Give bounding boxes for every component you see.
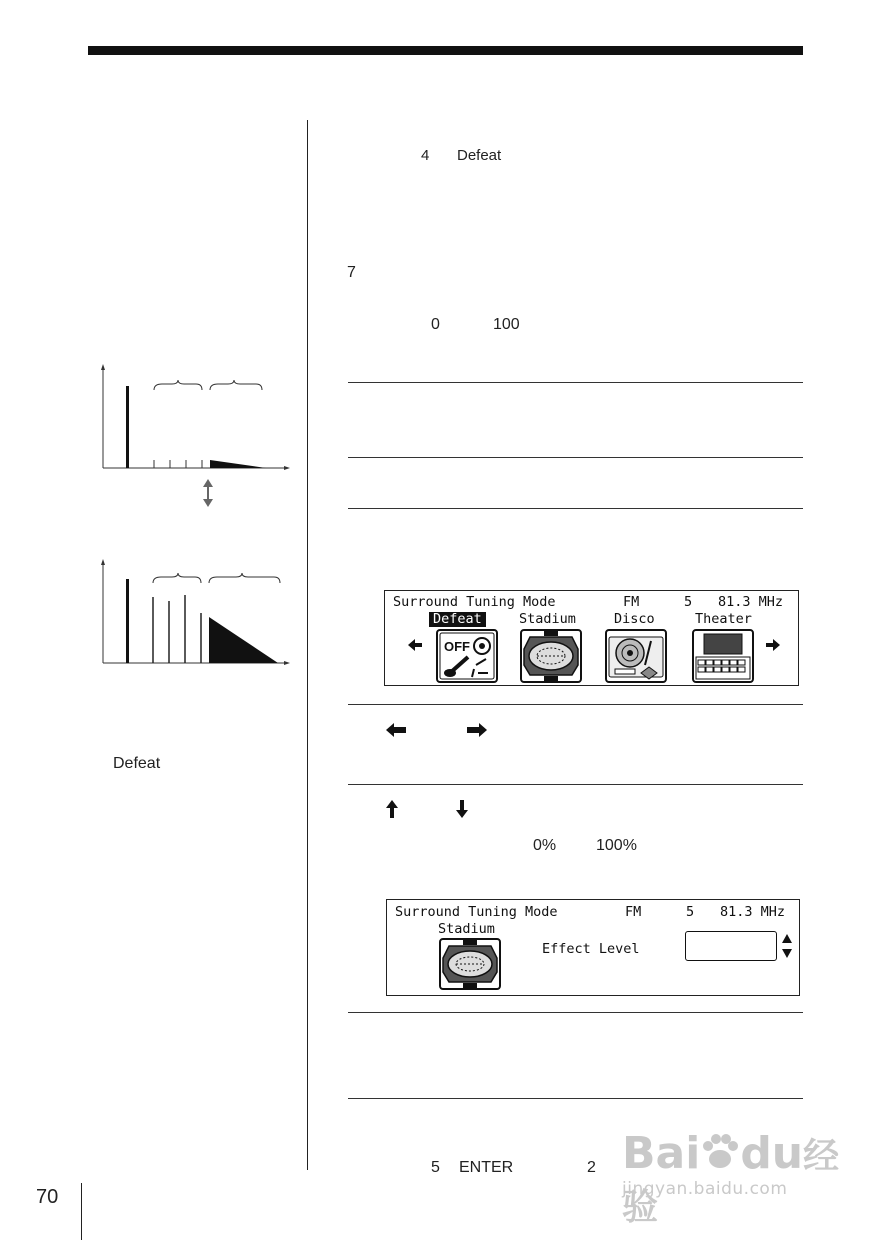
diagram-defeat [101,364,290,470]
screen-title: Surround Tuning Mode [395,904,558,920]
mode-label-stadium: Stadium [438,921,495,937]
table-rule [348,1012,803,1013]
preset-number: 5 [686,904,695,920]
effect-level-field[interactable] [685,931,777,961]
double-arrow-icon [203,479,213,507]
mode-label-defeat[interactable]: Defeat [429,612,486,627]
range-min: 0 [431,316,440,333]
table-rule [348,784,803,785]
stadium-icon [439,938,501,990]
effect-level-label: Effect Level [542,941,640,957]
step4-defeat: Defeat [457,147,502,164]
mode-label-disco[interactable]: Disco [614,611,655,627]
watermark-bai: Bai [622,1128,701,1179]
up-arrow-icon [385,799,399,819]
table-rule [348,704,803,705]
top-rule [88,46,803,55]
table-rule [348,382,803,383]
stadium-icon[interactable] [520,629,582,683]
defeat-off-icon[interactable] [436,629,498,683]
table-rule [348,457,803,458]
svg-text:OFF: OFF [444,639,470,654]
page-number-rule [81,1183,82,1240]
paw-icon [700,1132,740,1172]
lcd-mode-select-screen [384,590,799,686]
theater-icon[interactable] [692,629,754,683]
screen-title: Surround Tuning Mode [393,594,556,610]
table-rule [348,1098,803,1099]
left-arrow-icon[interactable] [407,637,423,653]
final-step-number-2: 2 [587,1159,596,1176]
step4-number: 4 [421,147,430,164]
range-max: 100 [493,316,520,333]
frequency: 81.3 MHz [720,904,786,920]
lcd-effect-level-screen [386,899,800,996]
frequency: 81.3 MHz [718,594,784,610]
percent-max: 100% [596,837,637,854]
band-label: FM [623,594,640,610]
right-arrow-icon[interactable] [765,637,781,653]
band-label: FM [625,904,642,920]
reverb-diagrams [96,360,296,680]
page-number: 70 [36,1186,59,1208]
column-divider [307,120,308,1170]
final-step-number: 5 [431,1159,440,1176]
enter-key-label: ENTER [459,1159,514,1176]
watermark-url: jingyan.baidu.com [622,1179,788,1199]
right-arrow-icon [466,722,488,738]
step7-number: 7 [347,264,356,281]
sidebar-defeat-label: Defeat [113,755,161,772]
diagram-stadium [101,559,290,665]
mode-label-theater[interactable]: Theater [695,611,752,627]
down-arrow-icon [455,799,469,819]
up-down-triangle-icon[interactable] [781,933,793,959]
preset-number: 5 [684,594,693,610]
watermark-du: du [740,1128,804,1179]
table-rule [348,508,803,509]
disco-turntable-icon[interactable] [605,629,667,683]
watermark-cn: 经验 [622,1136,840,1228]
percent-min: 0% [533,837,557,854]
left-arrow-icon [385,722,407,738]
mode-label-stadium[interactable]: Stadium [519,611,576,627]
